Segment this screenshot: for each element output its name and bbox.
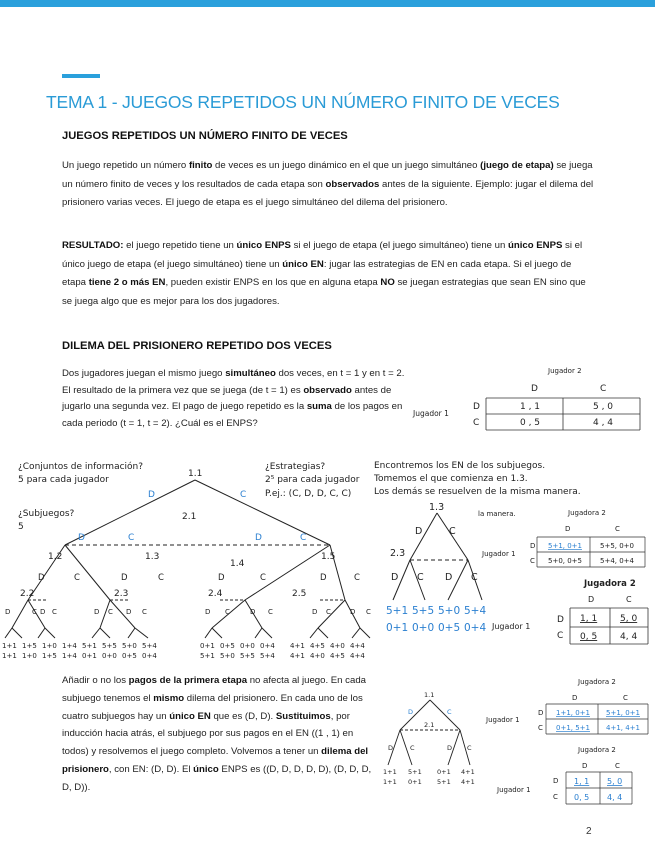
leaf-c: C [366,608,371,616]
payoff-player2: 0+5 [122,652,137,660]
note-find-en-1: Encontremos los EN de los subjuegos. [374,461,546,471]
payoff-player1: 0+0 [240,642,255,650]
section-heading-finite-games: JUEGOS REPETIDOS UN NÚMERO FINITO DE VECES [62,130,348,142]
payoff-matrix-5 [496,746,632,804]
subgame-payoff-player1: 5+5 [412,605,435,617]
m3-cell-dd: 1, 1 [580,614,598,624]
note-subgames-answer: 5 [18,522,24,532]
payoff-player2: 5+0 [220,652,235,660]
m5-cell-dd: 1, 1 [574,777,590,786]
mini-payoff-player1: 0+1 [437,768,451,776]
m3-row-d: D [557,615,564,625]
payoff-player1: 5+1 [82,642,97,650]
note-strategies-question: ¿Estrategias? [265,462,326,472]
tree-node-2-3: 2.3 [114,589,129,599]
leaf-c: C [32,608,37,616]
payoff-player1: 4+4 [350,642,365,650]
note-info-sets-question: ¿Conjuntos de información? [18,462,144,472]
payoff-player1: 5+4 [142,642,157,650]
tree-action-c: C [74,573,80,583]
leaf-d: D [94,608,100,616]
m1-cell-dc: 5 , 0 [593,402,614,412]
mini-payoff-player1: 5+1 [408,768,422,776]
paragraph-result: RESULTADO: el juego repetido tiene un único ENPS si el juego de etapa (el juego simultáneo) tiene un único ENPS si el único juego de etapa (el juego simultáneo) tiene un único EN: jugar las estrategias de EN en cada etapa. Si el juego de etapa tiene 2 o más EN, pueden existir ENPS en los que en alguna etapa NO se juegan estrategias que sean EN sino que se juega algo que es mejor para los dos jugadores. [62,240,586,307]
leaf-c: C [142,608,147,616]
subgame-d: D [415,526,423,537]
tree-action-c: C [240,490,247,500]
m3-col-player: Jugadora 2 [584,579,636,589]
payoff-matrix-4 [485,678,648,734]
m4-cell-cd: 0+1, 5+1 [556,724,590,732]
m3-col-d: D [588,595,595,604]
payoff-player2: 5+4 [260,652,275,660]
m1-cell-dd: 1 , 1 [520,402,541,412]
payoff-player1: 0+1 [200,642,215,650]
subgame-payoffs [386,605,486,634]
tree-action-c: C [354,573,360,583]
leaf-d: D [126,608,132,616]
m1-cell-cd: 0 , 5 [520,418,541,428]
game-tree-payoffs [2,642,365,660]
m1-col-d: D [531,384,538,394]
payoff-player1: 4+1 [290,642,305,650]
tree-node-1-4: 1.4 [230,559,245,569]
note-find-en-2: Tomemos el que comienza en 1.3. [374,474,528,484]
mini-d: D [408,708,414,716]
m5-cell-cc: 4, 4 [607,793,623,802]
payoff-player1: 1+0 [42,642,57,650]
subgame-payoff-player1: 5+1 [386,605,409,617]
mini-c: C [467,744,472,752]
payoff-player2: 1+5 [42,652,57,660]
m4-col-player: Jugadora 2 [578,678,616,686]
m2-cell-cd: 5+0, 0+5 [548,557,582,565]
subgame-d: D [445,572,453,583]
m3-col-c: C [626,595,632,604]
payoff-player1: 0+4 [260,642,275,650]
m5-cell-dc: 5, 0 [607,777,623,786]
tree-action-d: D [218,573,225,583]
game-tree-leaf-actions [5,608,371,616]
payoff-player2: 0+1 [82,652,97,660]
tree-action-c: C [158,573,164,583]
m2-row-player: Jugador 1 [482,550,516,558]
m2-row-d: D [530,542,536,550]
subgame-player1: Jugador 1 [492,622,531,631]
tree-node-1-2: 1.2 [48,552,63,562]
leaf-c: C [225,608,230,616]
leaf-c: C [108,608,113,616]
m1-row-c: C [473,418,480,428]
m5-row-player: Jugador 1 [497,786,531,794]
payoff-player1: 1+1 [2,642,17,650]
note-find-en-3: Los demás se resuelven de la misma manera. [374,487,581,497]
payoff-player2: 5+5 [240,652,255,660]
note-info-sets-answer: 5 para cada jugador [18,475,109,485]
subgame-d: D [391,572,399,583]
payoff-player1: 5+0 [122,642,137,650]
m5-row-d: D [553,777,559,785]
m4-cell-cc: 4+1, 4+1 [606,724,640,732]
note-manera: la manera. [478,510,516,518]
leaf-d: D [350,608,356,616]
m1-col-c: C [600,384,607,394]
m5-col-player: Jugadora 2 [578,746,616,754]
payoff-player2: 0+0 [102,652,117,660]
subgame-payoff-player1: 5+0 [438,605,461,617]
m4-row-d: D [538,709,544,717]
mini-d: D [447,744,453,752]
subgame-labels [390,502,478,583]
subgame-tree [393,513,482,600]
note-subgames-question: ¿Subjuegos? [18,509,75,519]
tree-action-d: D [121,573,128,583]
mini-c: C [410,744,415,752]
mini-d: D [388,744,394,752]
tree-node-2-5: 2.5 [292,589,307,599]
m4-col-d: D [572,694,578,702]
mini-root: 1.1 [424,691,435,699]
tree-action-d: D [255,533,262,543]
m2-cell-dd: 5+1, 0+1 [548,542,582,550]
leaf-c: C [268,608,273,616]
mini-payoff-player1: 1+1 [383,768,397,776]
m1-cell-cc: 4 , 4 [593,418,614,428]
payoff-player2: 0+4 [142,652,157,660]
game-tree-actions-black [38,573,360,583]
payoff-player2: 4+0 [310,652,325,660]
payoff-player2: 5+1 [200,652,215,660]
subgame-payoff-player2: 0+5 [438,622,461,634]
m2-cell-cc: 5+4, 0+4 [600,557,634,565]
tree-node-1-1: 1.1 [188,469,203,479]
leaf-d: D [312,608,318,616]
page-number: 2 [586,826,592,837]
m2-cell-dc: 5+5, 0+0 [600,542,634,550]
tree-action-c: C [300,533,307,543]
payoff-player1: 1+5 [22,642,37,650]
tree-node-1-3: 1.3 [145,552,160,562]
m4-row-c: C [538,724,543,732]
m4-cell-dc: 5+1, 0+1 [606,709,640,717]
m1-row-player: Jugador 1 [413,409,449,418]
tree-node-1-5: 1.5 [321,552,336,562]
m5-col-d: D [582,762,588,770]
tree-node-2-1: 2.1 [182,512,197,522]
mini-tree-payoffs [383,768,475,786]
mini-payoff-player2: 5+1 [437,778,451,786]
leaf-c: C [52,608,57,616]
subgame-payoff-player2: 0+4 [464,622,487,634]
m2-col-c: C [615,525,620,533]
subgame-root: 1.3 [429,502,445,513]
m4-cell-dd: 1+1, 0+1 [556,709,590,717]
m5-row-c: C [553,793,558,801]
m3-cell-cd: 0, 5 [580,632,598,642]
tree-action-c: C [128,533,135,543]
payoff-player2: 4+1 [290,652,305,660]
payoff-player2: 4+4 [350,652,365,660]
mini-c: C [447,708,452,716]
m1-row-d: D [473,402,480,412]
subgame-payoff-player1: 5+4 [464,605,487,617]
payoff-player2: 1+1 [2,652,17,660]
mini-payoff-player2: 0+1 [408,778,422,786]
leaf-d: D [250,608,256,616]
paragraph-repeated-twice: Dos jugadores juegan el mismo juego simultáneo dos veces, en t = 1 y en t = 2. El resultado de la primera vez que se juega (de t = 1) es observado antes de jugarlo una segunda vez. El pago de juego repetido es la suma de los pagos en cada periodo (t = 1, t = 2). ¿Cuál es el ENPS? [62,368,405,429]
subgame-second: 2.3 [390,548,406,559]
m1-col-player: Jugador 2 [548,367,582,375]
section-heading-prisoners-dilemma: DILEMA DEL PRISIONERO REPETIDO DOS VECES [62,340,332,352]
m3-cell-dc: 5, 0 [620,614,638,624]
paragraph-definition: Un juego repetido un número finito de veces es un juego dinámico en el que un juego simultáneo (juego de etapa) se juega un número finito de veces y los resultados de cada etapa son observados antes de la siguiente. Ejemplo: jugar el dilema del prisionero varias veces. El juego de etapa es el juego simultáneo del dilema del prisionero. [62,160,594,209]
tree-node-2-4: 2.4 [208,589,223,599]
leaf-d: D [5,608,11,616]
tree-action-d: D [38,573,45,583]
page-title: TEMA 1 - JUEGOS REPETIDOS UN NÚMERO FINITO DE VECES [46,92,560,112]
leaf-c: C [326,608,331,616]
subgame-c: C [471,572,478,583]
payoff-player1: 4+0 [330,642,345,650]
m3-cell-cc: 4, 4 [620,632,638,642]
subgame-c: C [417,572,424,583]
payoff-player2: 1+0 [22,652,37,660]
mini-payoff-player1: 4+1 [461,768,475,776]
m2-col-d: D [565,525,571,533]
subgame-payoff-player2: 0+1 [386,622,409,634]
payoff-player1: 5+5 [102,642,117,650]
payoff-player1: 4+5 [310,642,325,650]
m5-col-c: C [615,762,620,770]
tree-node-2-2: 2.2 [20,589,35,599]
m2-col-player: Jugadora 2 [568,509,606,517]
mini-tree [388,700,470,765]
payoff-player1: 1+4 [62,642,77,650]
m5-cell-cd: 0, 5 [574,793,590,802]
m4-col-c: C [623,694,628,702]
payoff-matrix-1 [412,367,640,430]
tree-action-d: D [148,490,155,500]
tree-action-c: C [260,573,266,583]
m4-row-player: Jugador 1 [486,716,520,724]
note-strategies-example: P.ej.: (C, D, D, C, C) [265,489,352,499]
leaf-d: D [205,608,211,616]
tree-action-d: D [78,533,85,543]
subgame-payoff-player2: 0+0 [412,622,435,634]
payoff-player2: 4+5 [330,652,345,660]
leaf-d: D [40,608,46,616]
payoff-player1: 0+5 [220,642,235,650]
note-strategies-answer: 2⁵ para cada jugador [265,475,360,485]
payoff-matrix-2 [481,509,645,567]
m3-row-c: C [557,631,564,641]
payoff-matrix-3 [557,579,648,644]
mini-second: 2.1 [424,721,435,729]
mini-payoff-player2: 4+1 [461,778,475,786]
mini-payoff-player2: 1+1 [383,778,397,786]
paragraph-conclusion: Añadir o no los pagos de la primera etapa no afecta al juego. En cada subjuego tenemos el mismo dilema del prisionero. En cada uno de los cuatro subjuegos hay un único EN que es (D, D). Sustituimos, por inducción hacia atrás, el subjuego por sus pagos en el EN ((1 , 1) en todos) y resolvemos el juego completo. Volvemos a tener un dilema del prisionero, con EN: (D, D). El único ENPS es ((D, D, D, D, D), (D, D, D, D, D)). [62,675,372,793]
m2-row-c: C [530,557,535,565]
subgame-c: C [449,526,456,537]
tree-action-d: D [320,573,327,583]
payoff-player2: 1+4 [62,652,77,660]
